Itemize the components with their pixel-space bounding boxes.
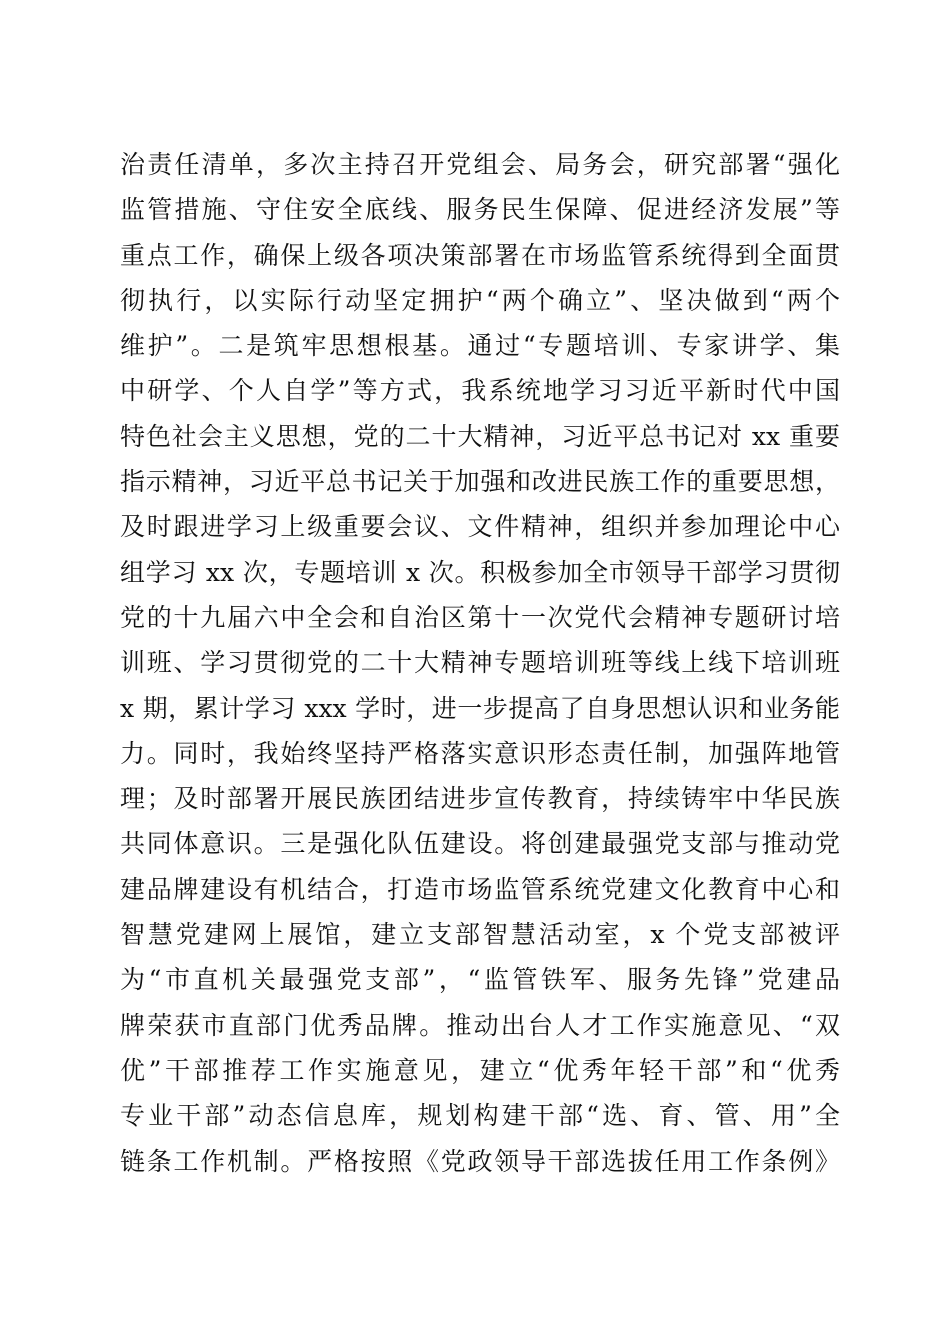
text-line-6: 中研学、个人自学”等方式，我系统地学习习近平新时代中国 — [120, 376, 840, 406]
text-line-16: 共同体意识。三是强化队伍建设。将创建最强党支部与推动党 — [120, 829, 840, 859]
text-line-11: 党的十九届六中全会和自治区第十一次党代会精神专题研讨培 — [120, 602, 840, 632]
text-line-18: 智慧党建网上展馆，建立支部智慧活动室，x 个党支部被评 — [120, 920, 840, 950]
text-line-13: x 期，累计学习 xxx 学时，进一步提高了自身思想认识和业务能 — [120, 693, 840, 723]
text-line-10: 组学习 xx 次，专题培训 x 次。积极参加全市领导干部学习贯彻 — [120, 557, 840, 587]
text-line-14: 力。同时，我始终坚持严格落实意识形态责任制，加强阵地管 — [120, 738, 840, 768]
text-line-22: 专业干部”动态信息库，规划构建干部“选、育、管、用”全 — [120, 1101, 840, 1131]
text-line-23: 链条工作机制。严格按照《党政领导干部选拔任用工作条例》 — [120, 1146, 840, 1176]
text-line-8: 指示精神，习近平总书记关于加强和改进民族工作的重要思想， — [120, 467, 840, 497]
text-line-2: 监管措施、守住安全底线、服务民生保障、促进经济发展”等 — [120, 195, 840, 225]
text-line-1: 治责任清单，多次主持召开党组会、局务会，研究部署“强化 — [120, 150, 840, 179]
text-line-4: 彻执行，以实际行动坚定拥护“两个确立”、坚决做到“两个 — [120, 285, 840, 315]
text-line-20: 牌荣获市直部门优秀品牌。推动出台人才工作实施意见、“双 — [120, 1010, 840, 1040]
text-line-9: 及时跟进学习上级重要会议、文件精神，组织并参加理论中心 — [120, 512, 840, 542]
text-line-7: 特色社会主义思想，党的二十大精神，习近平总书记对 xx 重要 — [120, 421, 840, 451]
text-line-17: 建品牌建设有机结合，打造市场监管系统党建文化教育中心和 — [120, 874, 840, 904]
text-line-19: 为“市直机关最强党支部”，“监管铁军、服务先锋”党建品 — [120, 965, 840, 995]
body-paragraph — [120, 142, 840, 1184]
text-line-15: 理；及时部署开展民族团结进步宣传教育，持续铸牢中华民族 — [120, 784, 840, 814]
text-line-3: 重点工作，确保上级各项决策部署在市场监管系统得到全面贯 — [120, 240, 840, 270]
text-line-21: 优”干部推荐工作实施意见，建立“优秀年轻干部”和“优秀 — [120, 1055, 840, 1085]
text-line-5: 维护”。二是筑牢思想根基。通过“专题培训、专家讲学、集 — [120, 331, 840, 361]
text-line-12: 训班、学习贯彻党的二十大精神专题培训班等线上线下培训班 — [120, 648, 840, 678]
